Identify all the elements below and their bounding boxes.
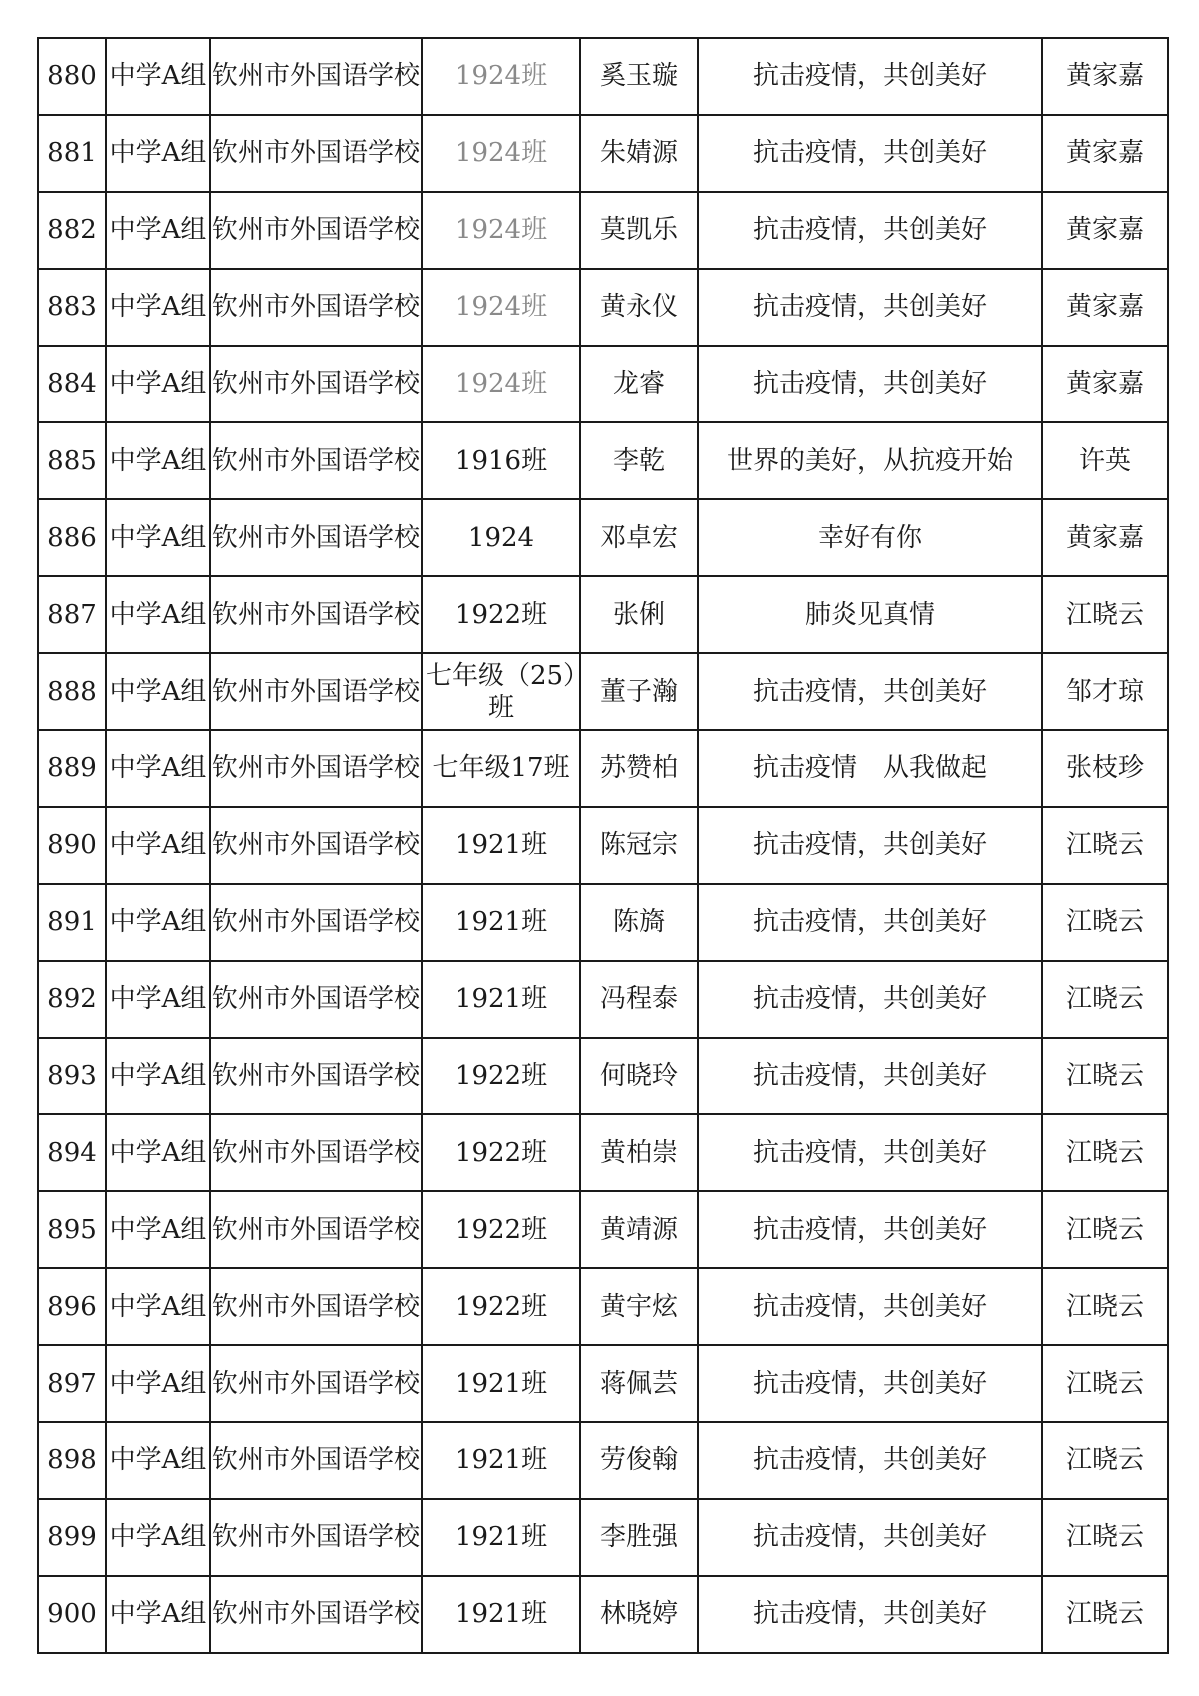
entry-group: 中学A组 (106, 1499, 210, 1576)
entry-title: 抗击疫情，共创美好 (698, 961, 1042, 1038)
entry-group: 中学A组 (106, 1576, 210, 1653)
entry-teacher: 黄家嘉 (1042, 192, 1168, 269)
entry-student-name: 蒋佩芸 (580, 1345, 698, 1422)
entry-class: 1921班 (422, 1499, 580, 1576)
table-row (38, 422, 1168, 499)
entry-title: 抗击疫情，共创美好 (698, 115, 1042, 192)
entry-group: 中学A组 (106, 422, 210, 499)
entry-title: 抗击疫情，共创美好 (698, 653, 1042, 730)
table-row (38, 653, 1168, 730)
entry-class: 1924班 (422, 192, 580, 269)
entry-title: 抗击疫情，共创美好 (698, 884, 1042, 961)
entry-title: 抗击疫情，共创美好 (698, 807, 1042, 884)
entry-number: 887 (38, 576, 106, 653)
table-row (38, 884, 1168, 961)
entry-group: 中学A组 (106, 38, 210, 115)
entry-group: 中学A组 (106, 884, 210, 961)
entry-group: 中学A组 (106, 1422, 210, 1499)
entry-title: 抗击疫情，共创美好 (698, 1499, 1042, 1576)
table-row (38, 192, 1168, 269)
entry-student-name: 何晓玲 (580, 1038, 698, 1115)
entry-title: 抗击疫情，共创美好 (698, 1422, 1042, 1499)
entry-student-name: 冯程泰 (580, 961, 698, 1038)
entry-group: 中学A组 (106, 961, 210, 1038)
entry-school: 钦州市外国语学校 (210, 807, 422, 884)
entry-teacher: 黄家嘉 (1042, 499, 1168, 576)
table-row (38, 1038, 1168, 1115)
table-row (38, 1191, 1168, 1268)
entry-teacher: 江晓云 (1042, 1038, 1168, 1115)
entry-teacher: 黄家嘉 (1042, 115, 1168, 192)
entry-teacher: 江晓云 (1042, 807, 1168, 884)
entry-teacher: 江晓云 (1042, 884, 1168, 961)
entry-title: 抗击疫情，共创美好 (698, 269, 1042, 346)
entry-group: 中学A组 (106, 115, 210, 192)
table-row (38, 1499, 1168, 1576)
entry-class: 1922班 (422, 1268, 580, 1345)
entry-student-name: 黄宇炫 (580, 1268, 698, 1345)
entry-school: 钦州市外国语学校 (210, 653, 422, 730)
entry-student-name: 张俐 (580, 576, 698, 653)
entry-student-name: 劳俊翰 (580, 1422, 698, 1499)
entry-student-name: 董子瀚 (580, 653, 698, 730)
entry-number: 890 (38, 807, 106, 884)
entry-school: 钦州市外国语学校 (210, 192, 422, 269)
entry-student-name: 黄柏崇 (580, 1114, 698, 1191)
entry-number: 883 (38, 269, 106, 346)
table-row (38, 1345, 1168, 1422)
entry-teacher: 张枝珍 (1042, 730, 1168, 807)
entry-list-table (37, 37, 1169, 1654)
entry-teacher: 江晓云 (1042, 1268, 1168, 1345)
entry-teacher: 江晓云 (1042, 1499, 1168, 1576)
entry-number: 881 (38, 115, 106, 192)
entry-student-name: 朱婧源 (580, 115, 698, 192)
entry-school: 钦州市外国语学校 (210, 1114, 422, 1191)
entry-class: 1916班 (422, 422, 580, 499)
entry-teacher: 江晓云 (1042, 576, 1168, 653)
entry-number: 895 (38, 1191, 106, 1268)
entry-number: 886 (38, 499, 106, 576)
entry-class: 1922班 (422, 1038, 580, 1115)
table-row (38, 1114, 1168, 1191)
entry-school: 钦州市外国语学校 (210, 1499, 422, 1576)
entry-class: 1924班 (422, 38, 580, 115)
table-row (38, 38, 1168, 115)
entry-group: 中学A组 (106, 192, 210, 269)
entry-teacher: 邹才琼 (1042, 653, 1168, 730)
entry-school: 钦州市外国语学校 (210, 1038, 422, 1115)
entry-number: 894 (38, 1114, 106, 1191)
entry-school: 钦州市外国语学校 (210, 346, 422, 423)
entry-student-name: 李胜强 (580, 1499, 698, 1576)
table-row (38, 1576, 1168, 1653)
entry-group: 中学A组 (106, 499, 210, 576)
entry-class: 1924班 (422, 115, 580, 192)
entry-title: 抗击疫情，共创美好 (698, 38, 1042, 115)
table-row (38, 576, 1168, 653)
entry-teacher: 黄家嘉 (1042, 269, 1168, 346)
entry-title: 抗击疫情，共创美好 (698, 1576, 1042, 1653)
entry-number: 888 (38, 653, 106, 730)
entry-group: 中学A组 (106, 807, 210, 884)
entry-number: 897 (38, 1345, 106, 1422)
entry-group: 中学A组 (106, 653, 210, 730)
entry-class: 1922班 (422, 1191, 580, 1268)
entry-group: 中学A组 (106, 269, 210, 346)
entry-teacher: 江晓云 (1042, 1576, 1168, 1653)
entry-title: 抗击疫情，共创美好 (698, 346, 1042, 423)
entry-title: 抗击疫情，共创美好 (698, 1268, 1042, 1345)
entry-title: 抗击疫情，共创美好 (698, 1114, 1042, 1191)
entry-school: 钦州市外国语学校 (210, 1576, 422, 1653)
entry-student-name: 莫凯乐 (580, 192, 698, 269)
entry-class: 1922班 (422, 576, 580, 653)
entry-class: 1924 (422, 499, 580, 576)
entry-teacher: 许英 (1042, 422, 1168, 499)
entry-group: 中学A组 (106, 1114, 210, 1191)
entry-number: 882 (38, 192, 106, 269)
entry-number: 898 (38, 1422, 106, 1499)
entry-student-name: 李乾 (580, 422, 698, 499)
table-row (38, 730, 1168, 807)
entry-number: 880 (38, 38, 106, 115)
entry-number: 885 (38, 422, 106, 499)
entry-student-name: 奚玉璇 (580, 38, 698, 115)
entry-teacher: 江晓云 (1042, 1114, 1168, 1191)
table-row (38, 961, 1168, 1038)
table-row (38, 1268, 1168, 1345)
entry-teacher: 黄家嘉 (1042, 38, 1168, 115)
entry-class: 1921班 (422, 1345, 580, 1422)
entry-group: 中学A组 (106, 1191, 210, 1268)
entry-class: 七年级（25）班 (422, 653, 580, 730)
entry-group: 中学A组 (106, 1038, 210, 1115)
entry-class: 1921班 (422, 807, 580, 884)
entry-number: 899 (38, 1499, 106, 1576)
entry-school: 钦州市外国语学校 (210, 38, 422, 115)
entry-number: 893 (38, 1038, 106, 1115)
entry-title: 抗击疫情 从我做起 (698, 730, 1042, 807)
table-row (38, 115, 1168, 192)
entry-class: 1921班 (422, 961, 580, 1038)
entry-school: 钦州市外国语学校 (210, 884, 422, 961)
entry-school: 钦州市外国语学校 (210, 499, 422, 576)
entry-student-name: 邓卓宏 (580, 499, 698, 576)
entry-number: 896 (38, 1268, 106, 1345)
entry-title: 抗击疫情，共创美好 (698, 1191, 1042, 1268)
entry-number: 884 (38, 346, 106, 423)
entry-student-name: 黄永仪 (580, 269, 698, 346)
entry-class: 1924班 (422, 269, 580, 346)
entry-group: 中学A组 (106, 1268, 210, 1345)
entry-school: 钦州市外国语学校 (210, 576, 422, 653)
entry-school: 钦州市外国语学校 (210, 961, 422, 1038)
entry-school: 钦州市外国语学校 (210, 1268, 422, 1345)
entry-teacher: 江晓云 (1042, 1422, 1168, 1499)
entry-number: 889 (38, 730, 106, 807)
entry-school: 钦州市外国语学校 (210, 1422, 422, 1499)
entry-school: 钦州市外国语学校 (210, 1345, 422, 1422)
entry-group: 中学A组 (106, 1345, 210, 1422)
entry-title: 世界的美好，从抗疫开始 (698, 422, 1042, 499)
entry-student-name: 苏赞柏 (580, 730, 698, 807)
entry-teacher: 江晓云 (1042, 961, 1168, 1038)
table-row (38, 1422, 1168, 1499)
entry-number: 900 (38, 1576, 106, 1653)
entry-number: 891 (38, 884, 106, 961)
entry-student-name: 龙睿 (580, 346, 698, 423)
entry-number: 892 (38, 961, 106, 1038)
entry-teacher: 江晓云 (1042, 1345, 1168, 1422)
table-body (38, 38, 1168, 1653)
table-row (38, 269, 1168, 346)
entry-title: 幸好有你 (698, 499, 1042, 576)
entry-group: 中学A组 (106, 346, 210, 423)
entry-student-name: 陈旖 (580, 884, 698, 961)
entry-group: 中学A组 (106, 576, 210, 653)
entry-class: 1921班 (422, 884, 580, 961)
entry-student-name: 黄靖源 (580, 1191, 698, 1268)
entry-school: 钦州市外国语学校 (210, 115, 422, 192)
entry-class: 1921班 (422, 1576, 580, 1653)
entry-class: 1924班 (422, 346, 580, 423)
entry-class: 1922班 (422, 1114, 580, 1191)
entry-school: 钦州市外国语学校 (210, 1191, 422, 1268)
entry-title: 抗击疫情，共创美好 (698, 1038, 1042, 1115)
entry-title: 肺炎见真情 (698, 576, 1042, 653)
entry-student-name: 林晓婷 (580, 1576, 698, 1653)
entry-school: 钦州市外国语学校 (210, 422, 422, 499)
entry-school: 钦州市外国语学校 (210, 730, 422, 807)
entry-title: 抗击疫情，共创美好 (698, 1345, 1042, 1422)
entry-class: 1921班 (422, 1422, 580, 1499)
table-row (38, 499, 1168, 576)
table-row (38, 807, 1168, 884)
entry-class: 七年级17班 (422, 730, 580, 807)
entry-title: 抗击疫情，共创美好 (698, 192, 1042, 269)
entry-teacher: 江晓云 (1042, 1191, 1168, 1268)
entry-teacher: 黄家嘉 (1042, 346, 1168, 423)
table-row (38, 346, 1168, 423)
entry-school: 钦州市外国语学校 (210, 269, 422, 346)
entry-group: 中学A组 (106, 730, 210, 807)
entry-student-name: 陈冠宗 (580, 807, 698, 884)
